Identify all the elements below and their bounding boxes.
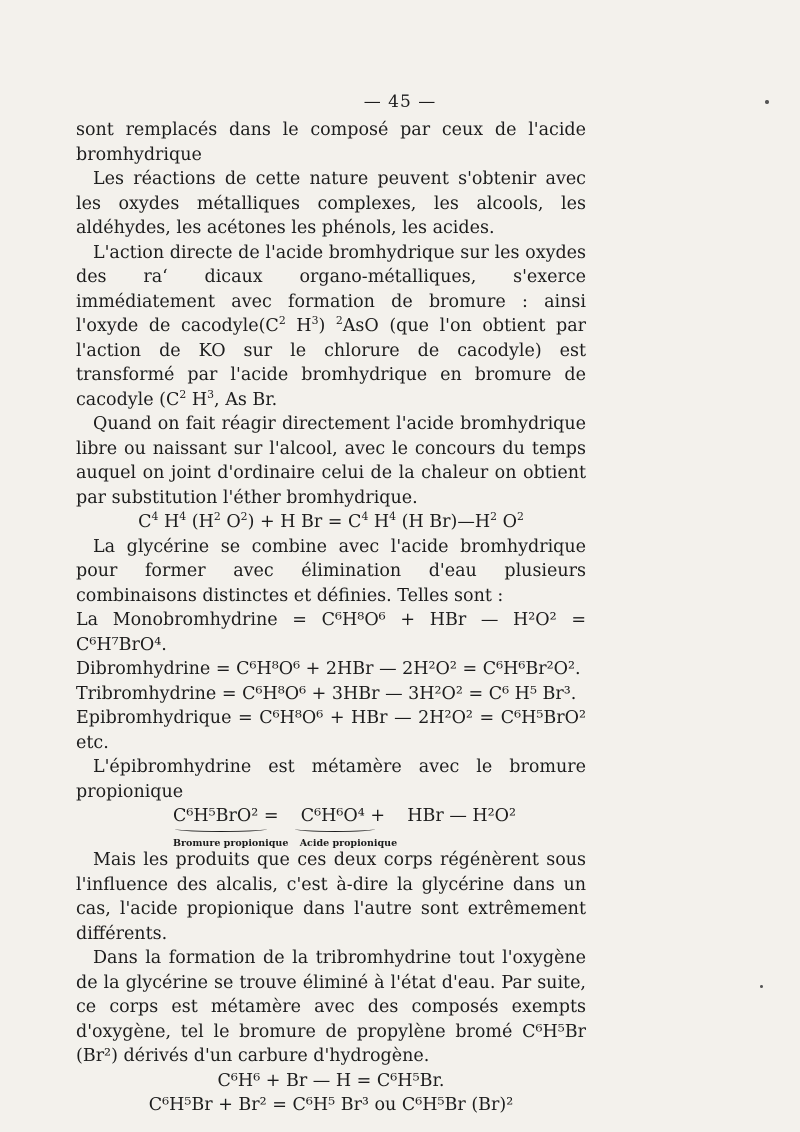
speck-mark: [760, 985, 763, 988]
paragraph: Mais les produits que ces deux corps régénèrent sous l'influence des alcalis, c'est à-dire la glycérine dans un cas, l'acide propionique dans l'autre sont extrêmement différents.: [76, 850, 586, 944]
paragraph: Quand on fait réagir directement l'acide bromhydrique libre ou naissant sur l'alcool, avec le concours du temps auquel on joint d'ordinaire celui de la chaleur on obtient par substitution l'éther bromhydrique.: [76, 414, 586, 508]
body-text: [76, 118, 586, 1118]
paragraph: Les réactions de cette nature peuvent s'obtenir avec les oxydes métalliques complexes, les alcools, les aldéhydes, les acétones les phénols, les acides.: [76, 169, 586, 238]
equation: Epibromhydrique = C⁶H⁸O⁶ + HBr — 2H²O² = C⁶H⁵BrO² etc.: [76, 708, 586, 753]
label-acide-propionique: Acide propionique: [299, 838, 398, 849]
equation: C⁶H⁵Br + Br² = C⁶H⁵ Br³ ou C⁶H⁵Br (Br)²: [148, 1095, 514, 1115]
equation: La Monobromhydrine = C⁶H⁸O⁶ + HBr — H²O² = C⁶H⁷BrO⁴.: [76, 610, 586, 655]
equation: Dibromhydrine = C⁶H⁸O⁶ + 2HBr — 2H²O² = C⁶H⁶Br²O².: [76, 659, 581, 679]
paragraph: Dans la formation de la tribromhydrine tout l'oxygène de la glycérine se trouve éliminé à l'état d'eau. Par suite, ce corps est métamère avec des composés exempts d'oxygène, tel le bromure de propylène bromé C⁶H⁵Br (Br²) dérivés d'un carbure d'hydrogène.: [76, 948, 586, 1066]
text-line: sont remplacés dans le composé par ceux de l'acide bromhydrique: [76, 120, 586, 165]
page-number: — 45 —: [363, 92, 437, 112]
equation: Tribromhydrine = C⁶H⁸O⁶ + 3HBr — 3H²O² = C⁶ H⁵ Br³.: [76, 683, 577, 704]
equation-labels: [173, 832, 397, 857]
paragraph: L'épibromhydrine est métamère avec le bromure propionique: [76, 757, 586, 802]
label-bromure-propionique: Bromure propionique: [173, 838, 289, 849]
paragraph: L'action directe de l'acide bromhydrique sur les oxydes des ra‘ dicaux organo-métalliques, s'exerce immédiatement avec formation de bromure : ainsi l'oxyde de $cacodyle(C^2$ $H^3$) $^2$AsO (que l'on obtient par l'action de KO sur le chlorure de cacodyle) est transformé par l'acide bromhydrique en bromure de cacodyle ($C^2$ $H^3$, As Br.: [76, 242, 586, 410]
paragraph: La glycérine se combine avec l'acide bromhydrique pour former avec élimination d'eau plusieurs combinaisons distinctes et définies. Telles sont :: [76, 536, 586, 606]
equation: C⁶H⁶ + Br — H = C⁶H⁵Br.: [217, 1070, 445, 1091]
propionic-equation: [173, 804, 573, 852]
equation: C⁶H⁵BrO² = C⁶H⁶O⁴ + HBr — H²O²: [173, 806, 517, 826]
paragraph-part: L'action directe de l'acide bromhydrique sur les oxydes des ra‘ dicaux organo-métalliques, s'exerce immédiatement avec formation de bromure : ainsi l'oxyde de cacodyle(C: [76, 242, 586, 336]
paragraph-part: AsO (que l'on obtient par l'action de KO sur le chlorure de cacodyle) est transformé par l'acide bromhydrique en bromure de cacodyle (C: [76, 316, 586, 410]
paragraph-part: As Br.: [225, 389, 278, 410]
equation: $C^4$ $H^4$ ($H^2$ $O^2) + H$ $Br = C^4$ $H^4$ (H $Br)—H^2$ $O^2$: [138, 510, 524, 532]
